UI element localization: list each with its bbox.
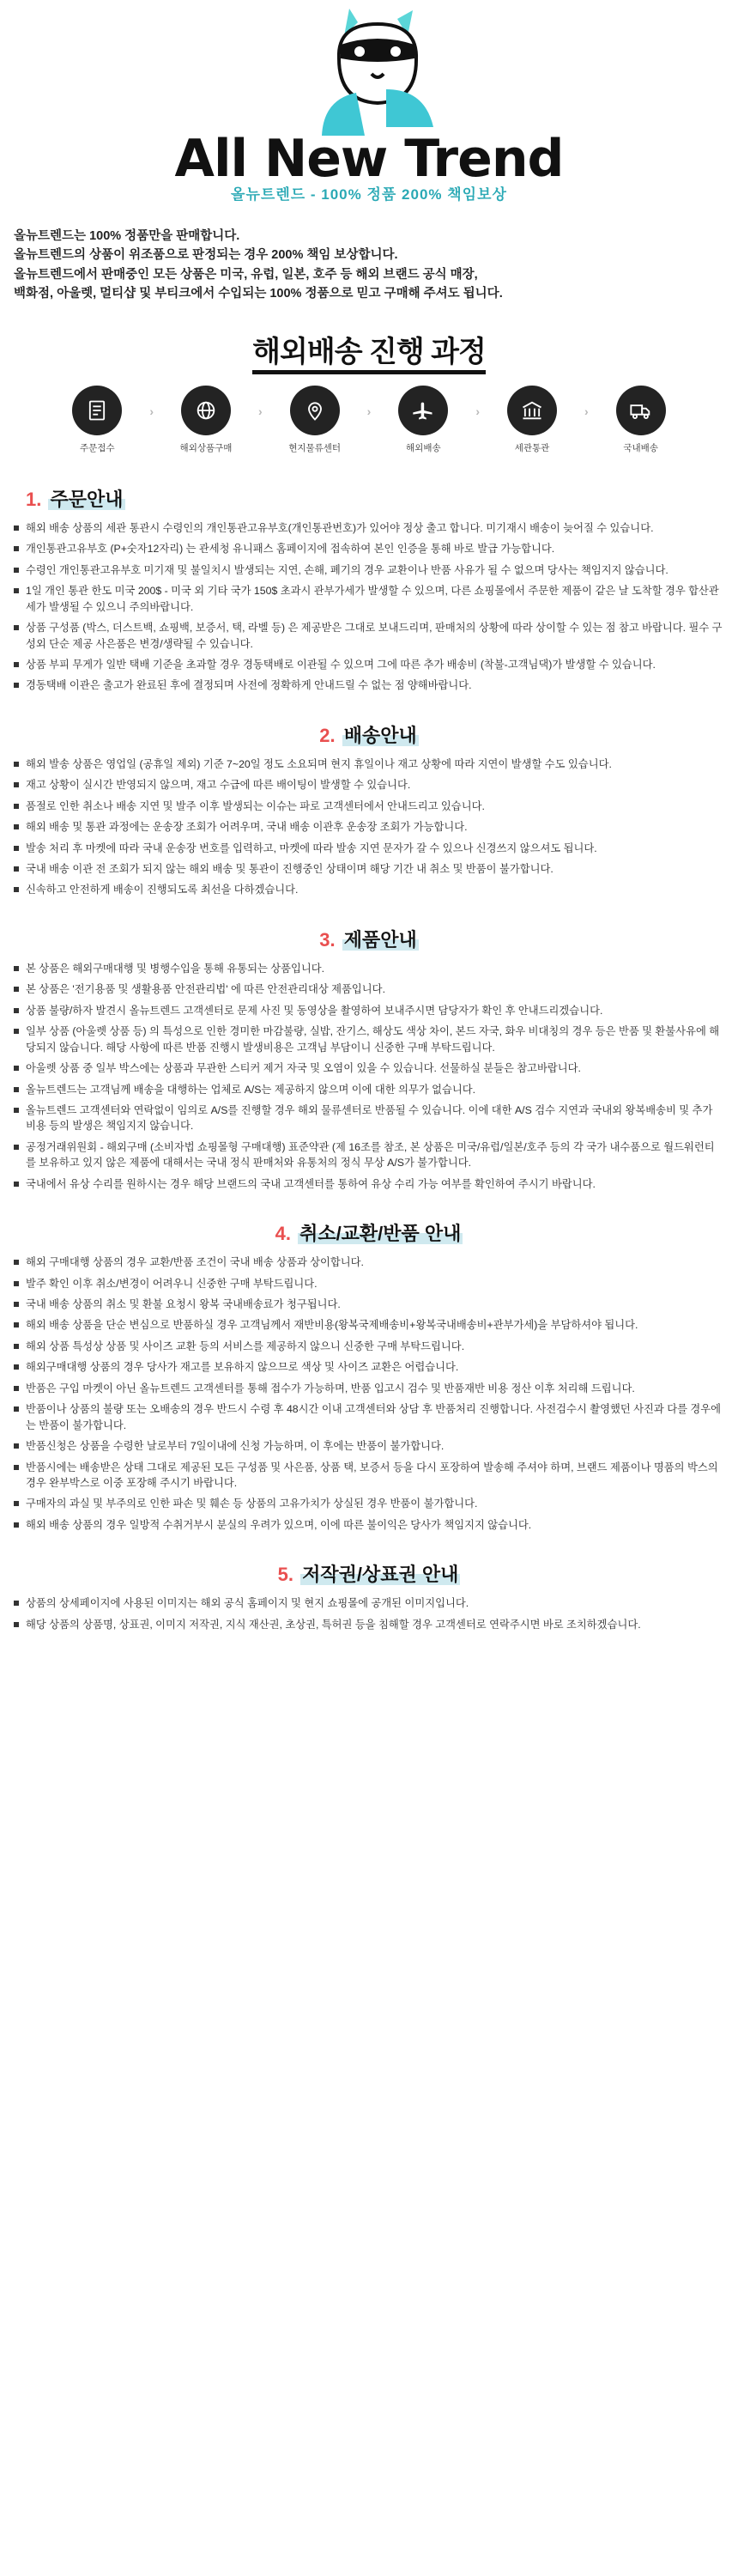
list-item: 해당 상품의 상품명, 상표권, 이미지 저작권, 지식 재산권, 초상권, 특허권 등을 침해할 경우 고객센터로 연락주시면 바로 조치하겠습니다.: [14, 1617, 724, 1632]
intro-block: [0, 215, 738, 313]
section-title-text: 배송안내: [343, 724, 417, 746]
step-arrow-icon: ›: [366, 404, 372, 418]
section-cancel-exchange-return: [0, 1197, 738, 1533]
list-item: 개인통관고유부호 (P+숫자12자리) 는 관세청 유니패스 홈페이지에 접속하여 본인 인증을 통해 바로 발급 가능합니다.: [14, 541, 724, 556]
list-item: 해외 배송 상품의 세관 통관시 수령인의 개인통관고유부호(개인통관번호)가 있어야 정상 출고 합니다. 미기재시 배송이 늦어질 수 있습니다.: [14, 520, 724, 536]
list-item: 경동택배 이관은 출고가 완료된 후에 결정되며 사전에 정확하게 안내드릴 수 없는 점 양해바랍니다.: [14, 677, 724, 693]
section-bullet-list: [14, 1255, 724, 1533]
list-item: 발송 처리 후 마켓에 따라 국내 운송장 번호를 입력하고, 마켓에 따라 발송 지연 문자가 갈 수 있으나 신경쓰지 않으셔도 됩니다.: [14, 841, 724, 856]
list-item: 해외 상품 특성상 상품 및 사이즈 교환 등의 서비스를 제공하지 않으니 신중한 구매 부탁드립니다.: [14, 1339, 724, 1354]
airplane-icon: [398, 386, 448, 435]
section-order-info: [0, 463, 738, 694]
list-item: 본 상품은 해외구매대행 및 병행수입을 통해 유통되는 상품입니다.: [14, 961, 724, 976]
list-item: 상품의 상세페이지에 사용된 이미지는 해외 공식 홈페이지 및 현지 쇼핑몰에 공개된 이미지입니다.: [14, 1595, 724, 1611]
section-title-text: 취소/교환/반품 안내: [299, 1223, 462, 1245]
step-arrow-icon: ›: [149, 404, 154, 418]
list-item: 국내 배송 이관 전 조회가 되지 않는 해외 배송 및 통관이 진행중인 상태이며 해당 기간 내 취소 및 반품이 불가합니다.: [14, 861, 724, 877]
list-item: 품절로 인한 취소나 배송 지연 및 발주 이후 발생되는 이슈는 파로 고객센터에서 안내드리고 있습니다.: [14, 799, 724, 814]
section-title: [14, 926, 724, 952]
section-title: [14, 1219, 724, 1246]
process-step: [159, 386, 253, 454]
process-step-label: 세관통관: [514, 442, 550, 453]
list-item: 재고 상황이 실시간 반영되지 않으며, 재고 수급에 따른 배이팅이 발생할 수 있습니다.: [14, 777, 724, 793]
section-number: 2.: [319, 724, 336, 746]
step-arrow-icon: ›: [257, 404, 263, 418]
order-receipt-icon: [72, 386, 122, 435]
location-pin-icon: [290, 386, 340, 435]
section-title-text: 주문안내: [50, 488, 124, 510]
list-item: 반품은 구입 마켓이 아닌 올뉴트렌드 고객센터를 통해 접수가 가능하며, 반품 입고시 검수 및 반품재반 비용 정산 이후 처리해 드립니다.: [14, 1381, 724, 1396]
list-item: 상품 구성품 (박스, 더스트백, 쇼핑백, 보증서, 택, 라벨 등) 은 제공받은 그대로 보내드리며, 판매처의 상황에 따라 상이할 수 있는 점 참고 바랍니다. 필수 구성외 단순 제공 사은품은 변경/생략될 수 있습니다.: [14, 620, 724, 652]
section-product-info: [0, 903, 738, 1192]
list-item: 해외 배송 상품을 단순 변심으로 반품하실 경우 고객님께서 재반비용(왕복국제배송비+왕복국내배송비+관부가세)을 부담하셔야 됩니다.: [14, 1317, 724, 1333]
list-item: 국내에서 유상 수리를 원하시는 경우 해당 브랜드의 국내 고객센터를 통하여 유상 수리 가능 여부를 확인하여 주시기 바랍니다.: [14, 1176, 724, 1192]
process-step: [485, 386, 579, 454]
process-heading-text: 해외배송 진행 과정: [252, 336, 486, 374]
list-item: 상품 부피 무게가 일반 택배 기준을 초과할 경우 경동택배로 이관될 수 있으며 그에 따른 추가 배송비 (착불-고객님댁)가 발생할 수 있습니다.: [14, 657, 724, 672]
list-item: 본 상품은 '전기용품 및 생활용품 안전관리법' 에 따른 안전관리대상 제품입니다.: [14, 981, 724, 997]
section-bullet-list: [14, 1595, 724, 1632]
intro-line: 올뉴트렌드의 상품이 위조품으로 판정되는 경우 200% 책임 보상합니다.: [14, 248, 398, 263]
section-bullet-list: [14, 756, 724, 898]
section-number: 1.: [26, 488, 42, 510]
intro-line: 올뉴트렌드는 100% 정품만을 판매합니다.: [14, 229, 240, 243]
brand-subtitle: 올뉴트렌드 - 100% 정품 200% 책임보상: [231, 186, 507, 203]
list-item: 해외 발송 상품은 영업일 (공휴일 제외) 기준 7~20일 정도 소요되며 현지 휴일이나 재고 상황에 따라 지연이 발생할 수도 있습니다.: [14, 756, 724, 772]
process-steps: [0, 386, 738, 454]
delivery-truck-icon: [616, 386, 666, 435]
list-item: 일부 상품 (아울렛 상품 등) 의 특성으로 인한 경미한 마감불량, 실밥, 잔기스, 해상도 색상 차이, 본드 자국, 화우 비대칭의 경우 등은 반품 및 환불사유에 해당되지 않습니다. 해당 사항에 따른 반품 진행시 발생비용은 고객님 부담이니 신중한 구매 부탁드립니다.: [14, 1024, 724, 1055]
list-item: 1일 개인 통관 한도 미국 200$ - 미국 외 기타 국가 150$ 초과시 관부가세가 발생할 수 있으며, 다른 쇼핑몰에서 주문한 제품이 같은 날 도착할 경우 합산관세가 발생될 수 있으니 주의바랍니다.: [14, 583, 724, 615]
list-item: 해외 배송 상품의 경우 일방적 수취거부시 분실의 우려가 있으며, 이에 따른 불이익은 당사가 책임지지 않습니다.: [14, 1517, 724, 1533]
process-step: [376, 386, 470, 454]
list-item: 해외 배송 및 통관 과정에는 운송장 조회가 어려우며, 국내 배송 이관후 운송장 조회가 가능합니다.: [14, 819, 724, 835]
list-item: 해외 구매대행 상품의 경우 교환/반품 조건이 국내 배송 상품과 상이합니다.: [14, 1255, 724, 1270]
process-step-label: 국내배송: [623, 442, 658, 453]
list-item: 반품시에는 배송받은 상태 그대로 제공된 모든 구성품 및 사은품, 상품 택, 보증서 등을 다시 포장하여 발송해 주셔야 하며, 브랜드 제품이나 명품의 박스의 경우 완부박스로 이중 포장해 주시기 바랍니다.: [14, 1460, 724, 1492]
list-item: 아울렛 상품 중 일부 박스에는 상품과 무관한 스티커 제거 자국 및 오염이 있을 수 있습니다. 선물하실 분들은 참고바랍니다.: [14, 1060, 724, 1076]
section-copyright-trademark: [0, 1538, 738, 1632]
section-shipping-info: [0, 699, 738, 898]
cat-mascot-icon: [305, 7, 451, 144]
list-item: 국내 배송 상품의 취소 및 환불 요청시 왕복 국내배송료가 청구됩니다.: [14, 1297, 724, 1312]
step-arrow-icon: ›: [475, 404, 480, 418]
list-item: 올뉴트렌드 고객센터와 연락없이 임의로 A/S를 진행할 경우 해외 물류센터로 반품될 수 있습니다. 이에 대한 A/S 검수 지연과 국내외 왕복배송비 및 추가 비용 등의 발생은 책임지지 않습니다.: [14, 1103, 724, 1134]
process-step: [268, 386, 362, 454]
list-item: 상품 불량/하자 발견시 올뉴트렌드 고객센터로 문제 사진 및 동영상을 촬영하여 보내주시면 담당자가 확인 후 안내드리겠습니다.: [14, 1003, 724, 1018]
section-number: 5.: [277, 1564, 293, 1586]
process-step-label: 주문접수: [80, 442, 115, 453]
section-title: [14, 485, 724, 512]
list-item: 공정거래위원회 - 해외구매 (소비자법 쇼핑몰형 구매대행) 표준약관 (제 16조를 참조, 본 상품은 미국/유럽/일본/호주 등의 각 국가 내수품으로 월드워런티를 보유하고 있지 않은 제품에 대해서는 국내 정식 판매처와 유통처의 정식 무상 A/S가 불가합니다.: [14, 1139, 724, 1171]
section-number: 4.: [275, 1223, 291, 1245]
list-item: 올뉴트렌드는 고객님께 배송을 대행하는 업체로 A/S는 제공하지 않으며 이에 대한 의무가 없습니다.: [14, 1082, 724, 1097]
list-item: 반품이나 상품의 불량 또는 오배송의 경우 반드시 수령 후 48시간 이내 고객센터와 상담 후 반품처리 진행합니다. 사전검수시 촬영했던 사진과 다를 경우에는 반품이 불가합니다.: [14, 1401, 724, 1433]
section-title-text: 저작권/상표권 안내: [302, 1564, 459, 1586]
hero-banner: [0, 0, 738, 215]
section-title-text: 제품안내: [343, 928, 417, 951]
step-arrow-icon: ›: [584, 404, 589, 418]
section-number: 3.: [319, 928, 336, 951]
list-item: 수령인 개인통관고유부호 미기재 및 불일치시 발생되는 지연, 손해, 폐기의 경우 교환이나 반품 사유가 될 수 없으며 당사는 책임지지 않습니다.: [14, 562, 724, 578]
intro-line: 백화점, 아울렛, 멀티샵 및 부티크에서 수입되는 100% 정품으로 믿고 구매해 주셔도 됩니다.: [14, 287, 503, 301]
section-bullet-list: [14, 520, 724, 694]
list-item: 발주 확인 이후 취소/변경이 어려우니 신중한 구매 부탁드립니다.: [14, 1276, 724, 1291]
section-title: [14, 721, 724, 748]
list-item: 해외구매대행 상품의 경우 당사가 재고를 보유하지 않으므로 색상 및 사이즈 교환은 어렵습니다.: [14, 1359, 724, 1375]
process-heading: [0, 328, 738, 370]
process-step-label: 해외상품구매: [179, 442, 233, 453]
brand-title: All New Trend: [174, 129, 564, 189]
globe-icon: [181, 386, 231, 435]
intro-line: 올뉴트렌드에서 판매중인 모든 상품은 미국, 유럽, 일본, 호주 등 해외 브랜드 공식 매장,: [14, 267, 478, 282]
list-item: 신속하고 안전하게 배송이 진행되도록 최선을 다하겠습니다.: [14, 882, 724, 897]
process-step-label: 현지물류센터: [288, 442, 342, 453]
process-step-label: 해외배송: [406, 442, 441, 453]
list-item: 반품신청은 상품을 수령한 날로부터 7일이내에 신청 가능하며, 이 후에는 반품이 불가합니다.: [14, 1438, 724, 1454]
process-step: [594, 386, 688, 454]
section-bullet-list: [14, 961, 724, 1192]
section-title: [14, 1560, 724, 1587]
process-step: [50, 386, 144, 454]
list-item: 구매자의 과실 및 부주의로 인한 파손 및 훼손 등 상품의 고유가치가 상실된 경우 반품이 불가합니다.: [14, 1496, 724, 1511]
customs-building-icon: [507, 386, 557, 435]
